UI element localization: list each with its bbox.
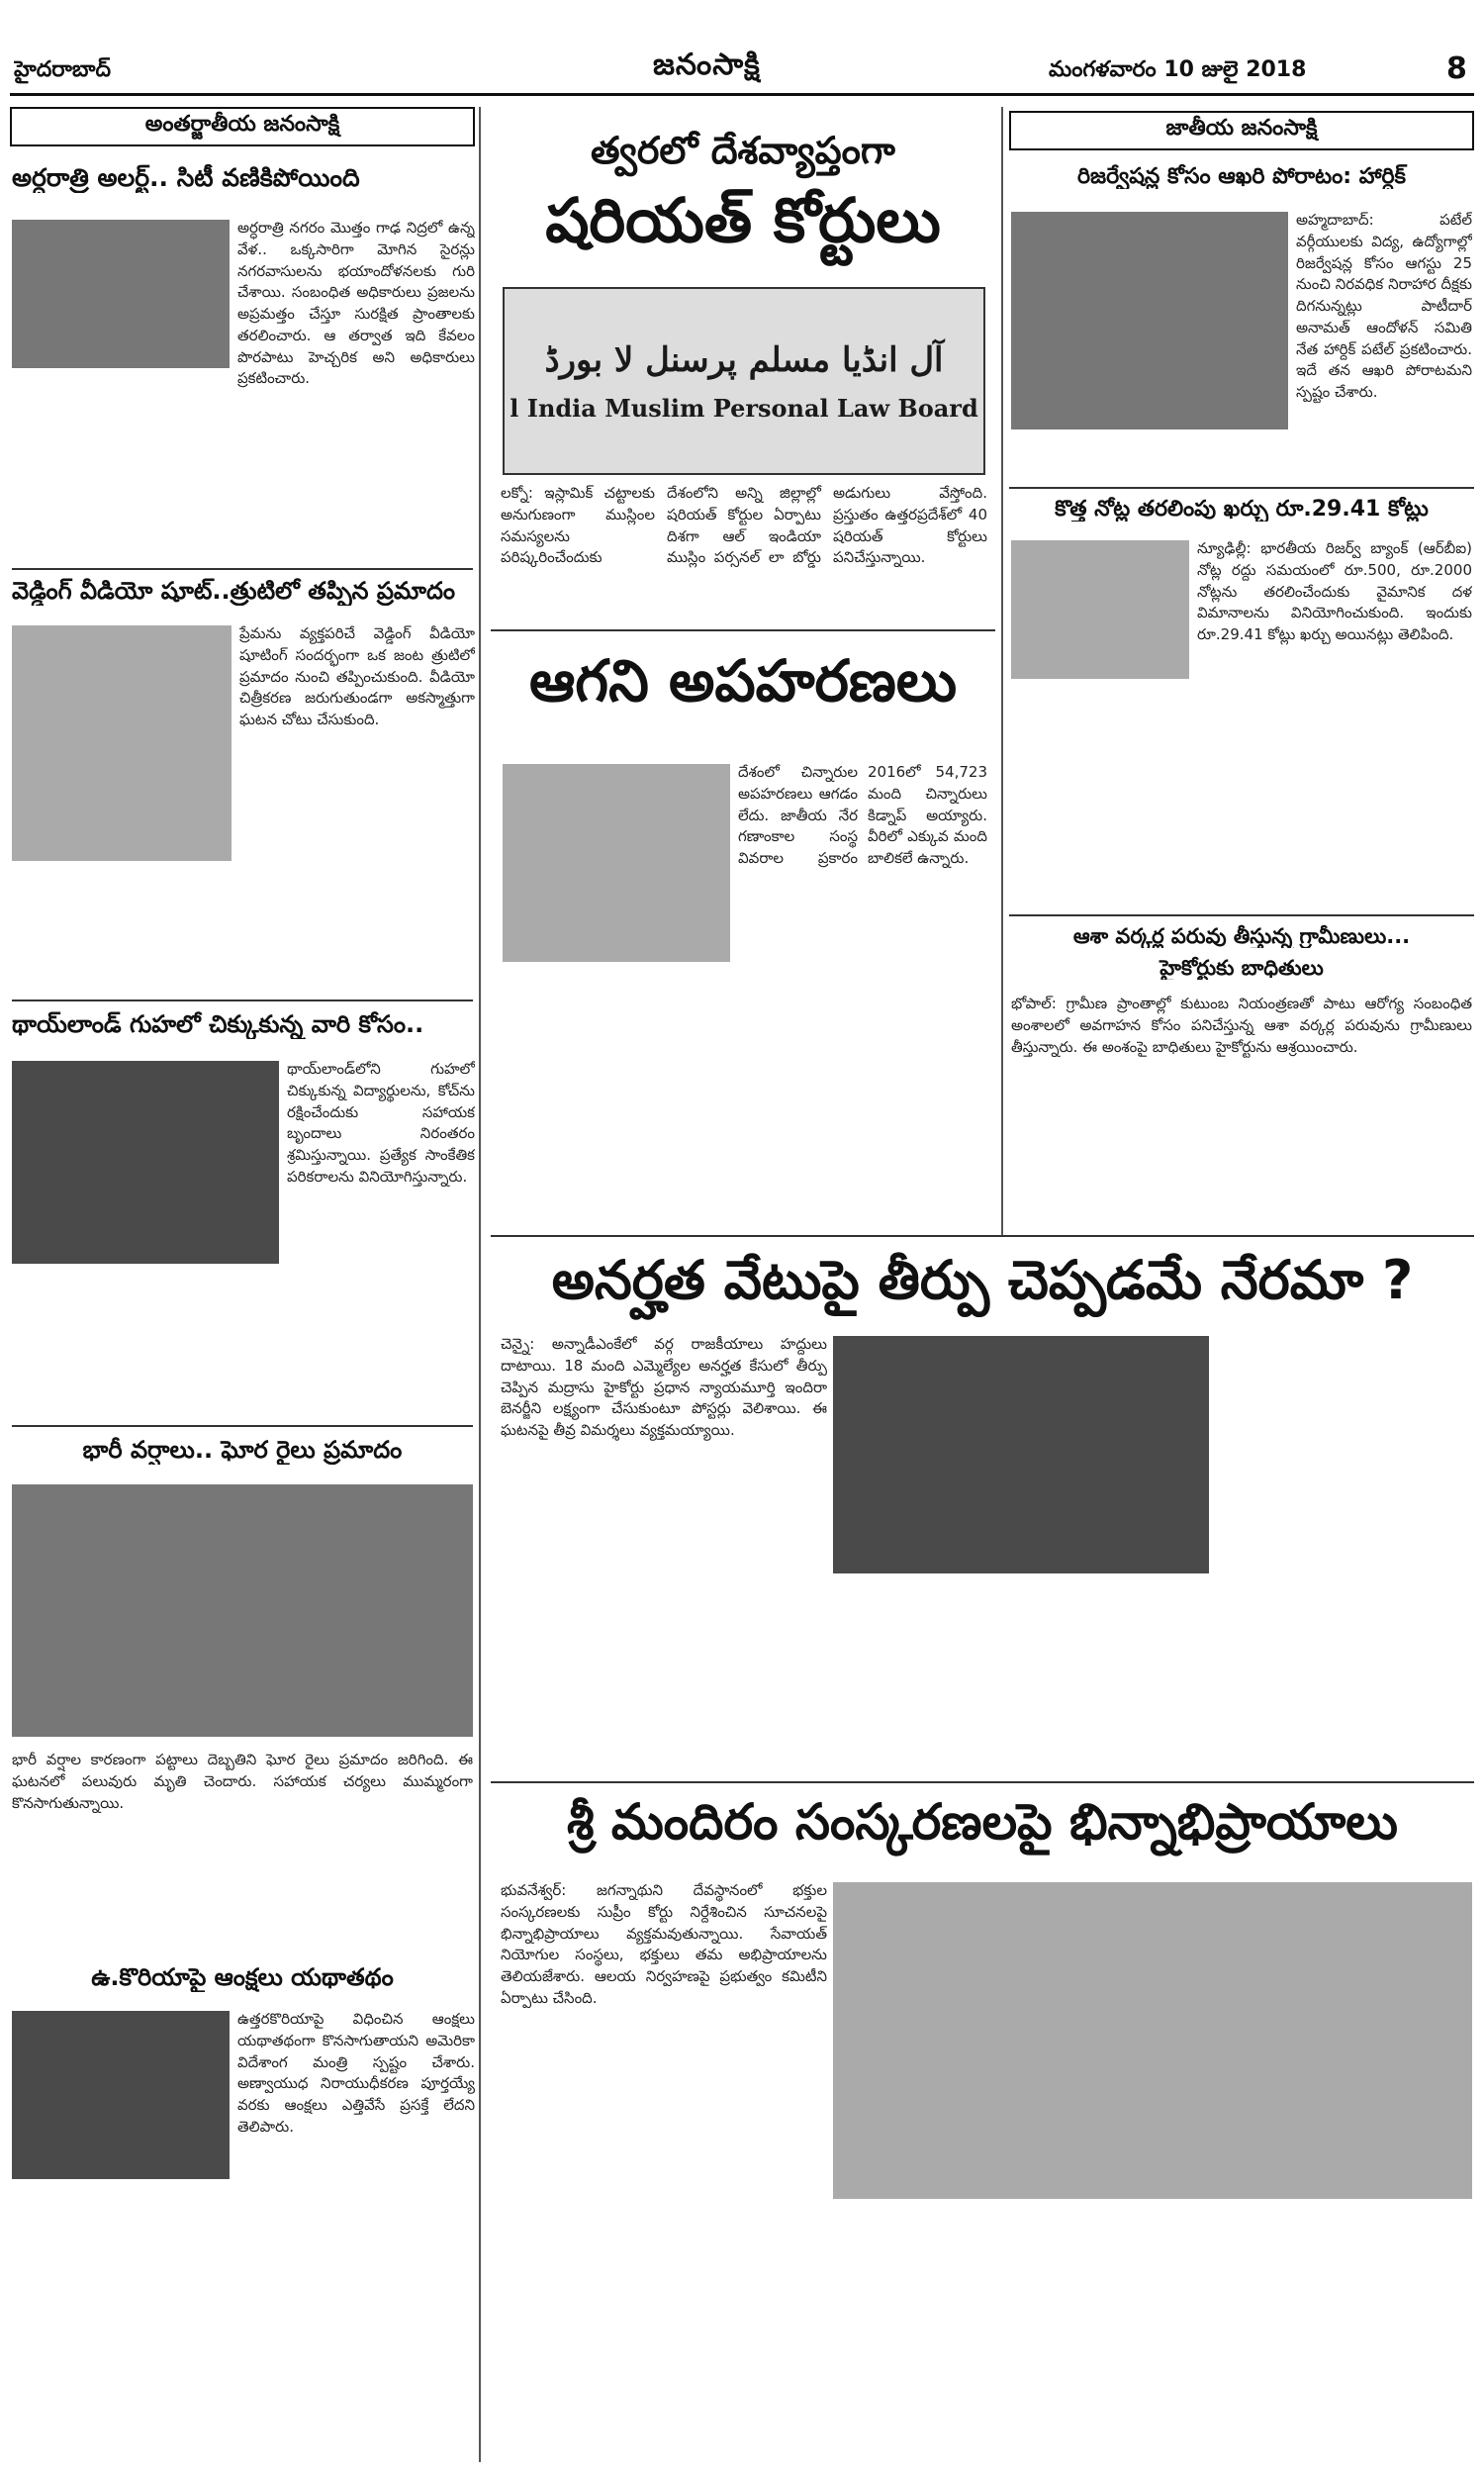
story-divider (491, 629, 995, 631)
story-headline-temple-reforms: శ్రీ మందిరం సంస్కరణలపై భిన్నాభిప్రాయాలు (567, 1793, 1398, 1851)
story-divider (491, 1235, 1474, 1237)
story-headline-new-notes-cost: కొత్త నోట్ల తరలింపు ఖర్చు రూ.29.41 కోట్లు (1055, 497, 1429, 522)
story-headline-wedding-video: వెడ్డింగ్ వీడియో షూట్..త్రుటిలో తప్పిన ప్రమాదం (12, 578, 456, 605)
masthead-date: మంగళవారం 10 జులై 2018 (1049, 57, 1307, 82)
story-body-north-korea: ఉత్తరకొరియాపై విధించిన ఆంక్షలు యథాతథంగా కొనసాగుతాయని అమెరికా విదేశాంగ మంత్రి స్పష్టం చేశారు. అణ్వాయుధ నిరాయుధీకరణ పూర్తయ్యే వరకు ఆంక్షలు ఎత్తివేసే ప్రసక్తే లేదని తెలిపారు. (237, 2010, 475, 2136)
story-body-midnight-alert: అర్ధరాత్రి నగరం మొత్తం గాఢ నిద్రలో ఉన్న వేళ.. ఒక్కసారిగా మోగిన సైరన్లు నగరవాసులను భయాందోళనలకు గురి చేశాయి. సంబంధిత అధికారులు ప్రజలను అప్రమత్తం చేస్తూ సురక్షిత ప్రాంతాలకు తరలించారు. ఆ తర్వాత ఇది కేవలం పొరపాటు హెచ్చరిక అని అధికారులు ప్రకటించారు. (237, 219, 475, 388)
story-photo-temple-reforms (833, 1882, 1472, 2199)
story-body-disqualification-continued (1217, 1334, 1472, 1769)
masthead-city: హైదరాబాద్ (14, 57, 111, 82)
story-body-sharia-courts: లక్నో: ఇస్లామిక్ చట్టాలకు అనుగుణంగా ముస్లింల సమస్యలను పరిష్కరించేందుకు దేశంలోని అన్ని జిల్లాల్లో షరియత్ కోర్టుల ఏర్పాటు దిశగా ఆల్ ఇండియా ముస్లిం పర్సనల్ లా బోర్డు అడుగులు వేస్తోంది. ప్రస్తుతం ఉత్తరప్రదేశ్‌లో 40 షరియత్ కోర్టులు పనిచేస్తున్నాయి. (501, 484, 987, 567)
story-photo-hardik-patel (1011, 212, 1288, 429)
story-divider (1009, 487, 1474, 489)
story-headline-north-korea: ఉ.కొరియాపై ఆంక్షలు యథాతథం (91, 1964, 394, 1991)
story-subheadline-asha-workers: హైకోర్టుకు బాధితులు (1159, 956, 1324, 980)
story-body-temple-reforms: భువనేశ్వర్: జగన్నాథుని దేవస్థానంలో భక్తుల సంస్కరణలకు సుప్రీం కోర్టు నిర్దేశించిన సూచనలపై భిన్నాభిప్రాయాలు వ్యక్తమవుతున్నాయి. సేవాయత్ నియోగుల సంస్థలు, భక్తులు తమ అభిప్రాయాలను తెలియజేశారు. ఆలయ నిర్వహణపై ప్రభుత్వం కమిటీని ఏర్పాటు చేసింది. (501, 1881, 827, 2007)
story-headline-midnight-alert: అర్ధరాత్రి అలర్ట్.. సిటీ వణికిపోయింది (12, 164, 360, 192)
story-body-train-accident: భారీ వర్షాల కారణంగా పట్టాలు దెబ్బతిని ఘోర రైలు ప్రమాదం జరిగింది. ఈ ఘటనలో పలువురు మృతి చెందారు. సహాయక చర్యలు ముమ్మరంగా కొనసాగుతున్నాయి. (12, 1751, 473, 1812)
section-header-national: జాతీయ జనంసాక్షి (1009, 111, 1474, 150)
story-body-disqualification-verdict: చెన్నై: అన్నాడీఎంకేలో వర్గ రాజకీయాలు హద్దులు దాటాయి. 18 మంది ఎమ్మెల్యేల అనర్హత కేసులో తీర్పు చెప్పిన మద్రాసు హైకోర్టు ప్రధాన న్యాయమూర్తి ఇందిరా బెనర్జీని లక్ష్యంగా చేసుకుంటూ పోస్టర్లు వెలిశాయి. ఈ ఘటనపై తీవ్ర విమర్శలు వ్యక్తమయ్యాయి. (501, 1335, 827, 1439)
story-headline-asha-workers: ఆశా వర్కర్ల పరువు తీస్తున్న గ్రామీణులు... (1072, 924, 1411, 948)
story-divider (12, 1000, 473, 1001)
masthead-rule (10, 93, 1474, 96)
story-headline-abductions: ఆగని అపహరణలు (528, 647, 958, 714)
story-body-thailand-cave: థాయ్‌లాండ్‌లోని గుహలో చిక్కుకున్న విద్యార్థులను, కోచ్‌ను రక్షించేందుకు సహాయక బృందాలు నిరంతరం శ్రమిస్తున్నాయి. ప్రత్యేక సాంకేతిక పరికరాలను వినియోగిస్తున్నారు. (287, 1060, 475, 1186)
story-body-wedding-video: ప్రేమను వ్యక్తపరిచే వెడ్డింగ్ వీడియో షూటింగ్ సందర్భంగా ఒక జంట త్రుటిలో ప్రమాదం నుంచి తప్పించుకుంది. వీడియో చిత్రీకరణ జరుగుతుండగా అకస్మాత్తుగా ఘటన చోటు చేసుకుంది. (239, 624, 475, 728)
story-divider (12, 568, 473, 570)
story-body-hardik-reservation: అహ్మదాబాద్: పటేల్ వర్గీయులకు విద్య, ఉద్యోగాల్లో రిజర్వేషన్ల కోసం ఆగస్టు 25 నుంచి నిరవధిక నిరాహార దీక్షకు దిగనున్నట్లు పాటీదార్ అనామత్ ఆందోళన్ సమితి నేత హార్దిక్ పటేల్ ప్రకటించారు. ఇదే తన ఆఖరి పోరాటమని స్పష్టం చేశారు. (1296, 211, 1472, 401)
column-rule-right (1001, 107, 1003, 1235)
story-photo-thailand-cave (12, 1061, 279, 1264)
section-header-international: అంతర్జాతీయ జనంసాక్షి (10, 107, 475, 146)
story-photo-wedding-video (12, 625, 232, 861)
story-body-asha-workers: భోపాల్: గ్రామీణ ప్రాంతాల్లో కుటుంబ నియంత్రణతో పాటు ఆరోగ్య సంబంధిత అంశాలలో అవగాహన కోసం పనిచేస్తున్న ఆశా వర్కర్ల పరువును గ్రామీణులు తీస్తున్నారు. ఈ అంశంపై బాధితులు హైకోర్టును ఆశ్రయించారు. (1011, 995, 1472, 1056)
story-headline-sharia-courts: షరియత్ కోర్టులు (545, 184, 941, 256)
law-board-sign-english: l India Muslim Personal Law Board (510, 393, 978, 423)
story-headline-disqualification-verdict: అనర్హత వేటుపై తీర్పు చెప్పడమే నేరమా ? (551, 1249, 1414, 1311)
newspaper-logo: జనంసాక్షి (653, 48, 761, 82)
story-photo-gavel (833, 1336, 1209, 1573)
story-photo-abductions (503, 764, 730, 962)
story-body-abductions: దేశంలో చిన్నారుల అపహరణలు ఆగడం లేదు. జాతీయ నేర గణాంకాల సంస్థ వివరాల ప్రకారం 2016లో 54,723 మంది చిన్నారులు కిడ్నాప్ అయ్యారు. వీరిలో ఎక్కువ మంది బాలికలే ఉన్నారు. (738, 763, 987, 867)
story-headline-hardik-reservation: రిజర్వేషన్ల కోసం ఆఖరి పోరాటం: హార్దిక్ (1076, 164, 1406, 189)
story-divider (1009, 914, 1474, 916)
law-board-sign-urdu: آل انڈیا مسلم پرسنل لا بورڈ (544, 339, 944, 380)
story-divider (12, 1425, 473, 1427)
story-body-new-notes-cost: న్యూఢిల్లీ: భారతీయ రిజర్వ్ బ్యాంక్ (ఆర్‌బీఐ) నోట్ల రద్దు సమయంలో రూ.500, రూ.2000 నోట్లను తరలించేందుకు వైమానిక దళ విమానాలను వినియోగించుకుంది. ఇందుకు రూ.29.41 కోట్లు ఖర్చు అయినట్లు తెలిపింది. (1197, 539, 1472, 643)
story-headline-train-accident: భారీ వర్షాలు.. ఘోర రైలు ప్రమాదం (82, 1437, 403, 1464)
story-photo-midnight-alert (12, 220, 230, 368)
page-number: 8 (1446, 51, 1467, 86)
story-kicker-sharia-courts: త్వరలో దేశవ్యాప్తంగా (591, 129, 895, 172)
column-rule-left (479, 107, 481, 2462)
story-divider (491, 1781, 1474, 1783)
story-photo-currency-notes (1011, 540, 1189, 679)
story-photo-north-korea (12, 2011, 230, 2179)
story-photo-law-board-sign (503, 287, 985, 475)
story-headline-thailand-cave: థాయ్‌లాండ్ గుహలో చిక్కుకున్న వారి కోసం.. (12, 1011, 424, 1038)
story-photo-train-accident (12, 1484, 473, 1737)
